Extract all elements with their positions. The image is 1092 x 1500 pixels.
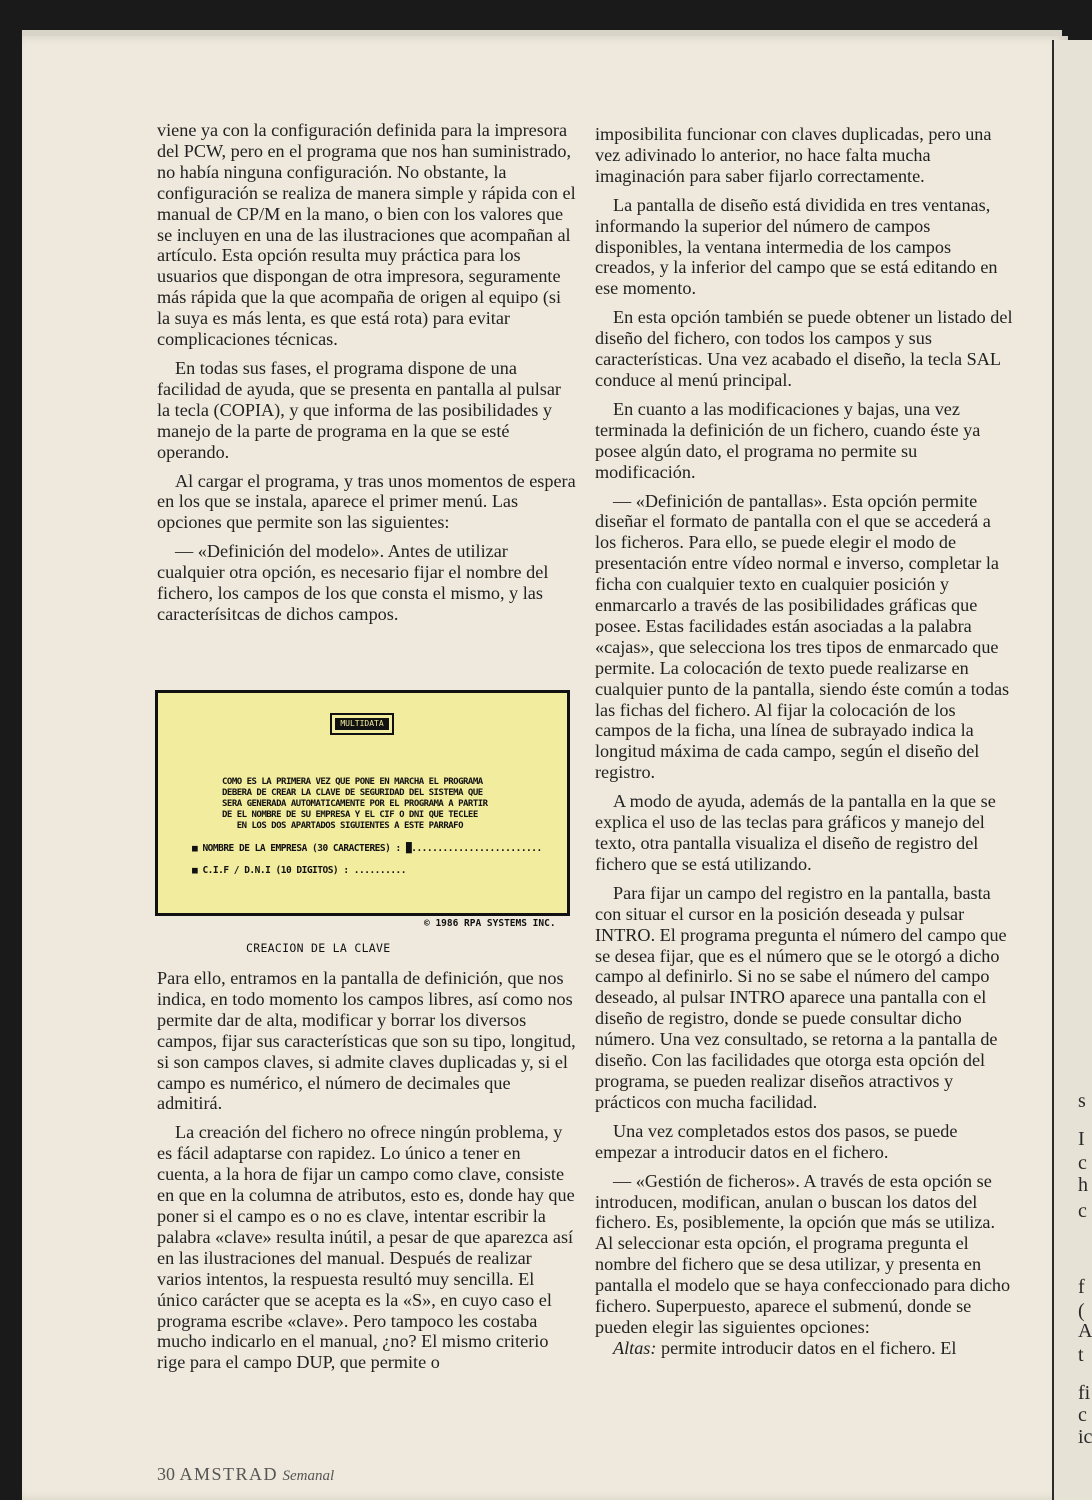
edge-letter: I [1078, 1128, 1085, 1150]
edge-letter: s [1078, 1090, 1086, 1112]
edge-letter: fi [1078, 1382, 1091, 1404]
paragraph: En todas sus fases, el programa dispone de una facilidad de ayuda, que se presenta en pantalla al pulsar la tecla (COPIA), y que informa de las posibilidades y manejo de la parte de programa en la que se esté operando. [157, 357, 561, 462]
left-column-bottom [157, 968, 577, 1373]
paragraph: — «Definición del modelo». Antes de utilizar cualquier otra opción, es necesario fijar el nombre del fichero, los campos de los que consta el mismo, y las caracterísitcas de dichos campos. [157, 541, 549, 624]
edge-letter: c [1078, 1200, 1087, 1222]
edge-letter: ( [1078, 1300, 1085, 1322]
term-altas-text: permite introducir datos en el fichero. El [656, 1337, 957, 1358]
paragraph: Para ello, entramos en la pantalla de definición, que nos indica, en todo momento los campos libres, así como nos permite dar de alta, modificar y borrar los diversos campos, fijar sus características que son su tipo, longitud, si son campos claves, si admite claves duplicadas y, si el campo es numérico, el número de decimales que admitirá. [157, 968, 576, 1114]
edge-letter: A [1078, 1320, 1092, 1342]
term-altas: Altas: [613, 1337, 657, 1358]
cif-dni-field: ■ C.I.F / D.N.I (10 DIGITOS) : .......... [192, 865, 406, 876]
paragraph: imposibilita funcionar con claves duplicadas, pero una vez adivinado lo anterior, no hace falta mucha imaginación para saber fijarlo correctamente. [595, 124, 992, 186]
paragraph: Para fijar un campo del registro en la pantalla, basta con situar el cursor en la posición deseada y pulsar INTRO. El programa pregunta el número del campo que se desea fijar, que es el número que se le otorgó a dicho campo al definirlo. Si no se sabe el número del campo deseado, al pulsar INTRO aparece una pantalla con el diseño de registro, donde se puede consultar dicho número. Una vez consultado, se retorna a la pantalla de diseño. Con las facilidades que otorga esta opción del programa, se pueden realizar diseños atractivos y prácticos con mucha facilidad. [595, 882, 1007, 1112]
edge-letter: f [1078, 1276, 1085, 1298]
adjacent-page-strip [1052, 40, 1092, 1500]
paragraph: viene ya con la configuración definida para la impresora del PCW, pero en el programa que nos han suministrado, no había ninguna configuración. No obstante, la configuración se realiza de manera simple y rápida con el manual de CP/M en la mano, o bien con los valores que se incluyen en una de las ilustraciones que acompañan al artículo. Esta opción resulta muy práctica para los usuarios que dispongan de otra impresora, seguramente más rápida que la que acompaña de origen al equipo (si la suya es más lenta, es que está rota) para evitar complicaciones técnicas. [157, 120, 576, 350]
menu-box [330, 713, 394, 735]
paragraph: La creación del fichero no ofrece ningún problema, y es fácil adaptarse con rapidez. Lo único a tener en cuenta, a la hora de fijar un campo como clave, consiste en que en la columna de atributos, esto es, donde hay que poner si el campo es o no es clave, intentar escribir la palabra «clave» resulta inútil, a pesar de que aparezca así en las ilustraciones del manual. Después de realizar varios intentos, la respuesta resultó muy sencilla. El único carácter que se acepta es la «S», en cuyo caso el programa escribe «clave». Pero tampoco les costaba mucho indicarlo en el manual, ¿no? El mismo criterio rige para el campo DUP, que permite o [157, 1122, 575, 1373]
menu-label: MULTIDATA [335, 718, 389, 730]
paragraph: Al cargar el programa, y tras unos momentos de espera en los que se instala, aparece el primer menú. Las opciones que permite son las siguientes: [157, 470, 576, 533]
figure-caption: CREACION DE LA CLAVE [246, 941, 391, 955]
screen-message: COMO ES LA PRIMERA VEZ QUE PONE EN MARCHA EL PROGRAMA DEBERA DE CREAR LA CLAVE DE SEGURIDAD DEL SISTEMA QUE SERA GENERADA AUTOMATICAMENTE POR EL PROGRAMA A PARTIR DE EL NOMBRE DE SU EMPRESA Y EL CIF O DNI QUE TECLEE EN LOS DOS APARTADOS SIGUIENTES A ESTE PARRAFO [222, 777, 488, 831]
edge-letter: c [1078, 1152, 1087, 1174]
edge-letter: h [1078, 1174, 1088, 1196]
edge-letter: ic [1078, 1426, 1092, 1448]
page-footer [157, 1464, 334, 1485]
paragraph: A modo de ayuda, además de la pantalla en la que se explica el uso de las teclas para gráficos y manejo del texto, otra pantalla visualiza el diseño de registro del fichero que se está utilizando. [595, 791, 996, 874]
paragraph: — «Definición de pantallas». Esta opción permite diseñar el formato de pantalla con el que se accederá a los ficheros. Para ello, se puede elegir el modo de presentación entre vídeo normal e inverso, completar la ficha con cualquier texto en cualquier posición y enmarcarlo a través de las posibilidades gráficas que posee. Estas facilidades están asociadas a la palabra «cajas», que selecciona los tres tipos de enmarcado que permite. La colocación de texto puede realizarse en cualquier punto de la pantalla, siendo éste común a todas las fichas del fichero. Al fijar la colocación de los campos de la ficha, una línea de subrayado indica la longitud máxima de cada campo, según el diseño del registro. [595, 490, 1010, 783]
edge-letter: c [1078, 1404, 1087, 1426]
screenshot-figure [155, 690, 570, 916]
edge-letter: t [1078, 1344, 1084, 1366]
right-column [595, 124, 1015, 1359]
company-name-field: ■ NOMBRE DE LA EMPRESA (30 CARACTERES) : █......................... [192, 843, 542, 854]
paragraph: En cuanto a las modificaciones y bajas, una vez terminada la definición de un fichero, cuando éste ya posee algún dato, el programa no permite su modificación. [595, 398, 981, 482]
left-column-top [157, 120, 577, 625]
figure-copyright: © 1986 RPA SYSTEMS INC. [424, 918, 556, 929]
paragraph: Una vez completados estos dos pasos, se puede empezar a introducir datos en el fichero. [595, 1120, 958, 1162]
page-number: 30 [157, 1464, 175, 1484]
paragraph: — «Gestión de ficheros». A través de esta opción se introducen, modifican, anulan o buscan los datos del fichero. Es, posiblemente, la opción que más se utiliza. Al seleccionar esta opción, el programa pregunta el nombre del fichero que se desa utilizar, y presenta en pantalla el modelo que se haya confeccionado para dicho fichero. Superpuesto, aparece el submenú, donde se pueden elegir las siguientes opciones: [595, 1170, 1011, 1337]
paragraph: En esta opción también se puede obtener un listado del diseño del fichero, con todos los campos y sus características. Una vez acabado el diseño, la tecla SAL conduce al menú principal. [595, 307, 1013, 390]
magazine-name: AMSTRAD [179, 1464, 279, 1484]
magazine-subtitle: Semanal [282, 1468, 335, 1484]
paragraph: La pantalla de diseño está dividida en tres ventanas, informando la superior del número de campos disponibles, la ventana intermedia de los campos creados, y la inferior del campo que se está editando en ese momento. [595, 194, 998, 299]
paragraph-altas [595, 1338, 1015, 1359]
